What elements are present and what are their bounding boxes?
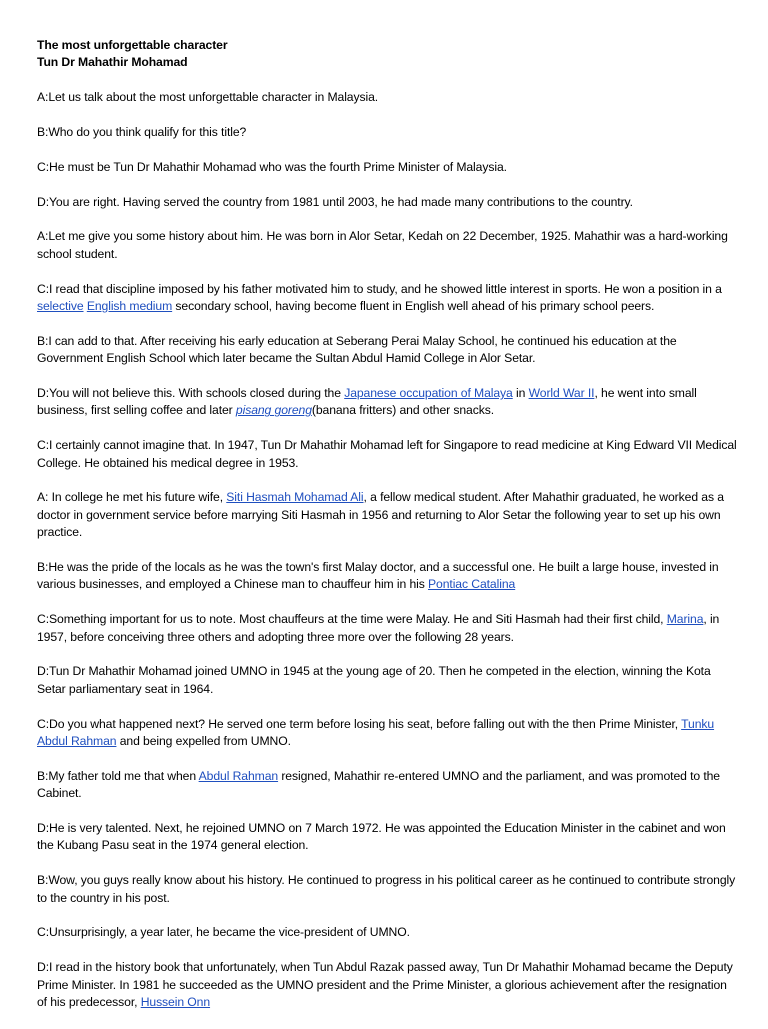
paragraph-text: D:You are right. Having served the country from 1981 until 2003, he had made many contributions to the country. — [37, 194, 633, 209]
paragraph-text: D:You will not believe this. With schools closed during the — [37, 386, 345, 400]
paragraph-text: and being expelled from UMNO. — [116, 734, 291, 749]
dialogue-paragraph — [37, 924, 737, 941]
paragraph-text: in — [512, 386, 529, 400]
document-subtitle: Tun Dr Mahathir Mohamad — [37, 55, 188, 70]
paragraph-text: , a fellow medical student. After Mahathir graduated, he worked as a doctor in government service before marrying Siti Hasmah in 1956 and returning to Alor Setar the following year to set up his own practice. — [37, 490, 724, 540]
dialogue-paragraph — [37, 159, 737, 176]
dialogue-paragraph — [37, 437, 737, 472]
dialogue-paragraph — [37, 559, 737, 594]
paragraph-text: C:He must be Tun Dr Mahathir Mohamad who was the fourth Prime Minister of Malaysia. — [37, 159, 507, 174]
dialogue-paragraph — [37, 124, 737, 141]
hyperlink[interactable]: Tunku Abdul Rahman — [37, 716, 715, 749]
hyperlink[interactable]: Marina — [666, 612, 704, 627]
dialogue-body — [37, 89, 737, 1011]
paragraph-text: B:He was the pride of the locals as he was the town's first Malay doctor, and a successful one. He built a large house, invested in various businesses, and employed a Chinese man to chauffeur him in his — [37, 560, 719, 592]
dialogue-paragraph — [37, 959, 737, 1011]
hyperlink[interactable]: English medium — [86, 299, 173, 313]
paragraph-text: D:He is very talented. Next, he rejoined UMNO on 7 March 1972. He was appointed the Education Minister in the cabinet and won the Kubang Pasu seat in the 1974 general election. — [37, 821, 726, 853]
paragraph-text: A: In college he met his future wife, — [37, 490, 227, 505]
paragraph-text: A:Let me give you some history about him. He was born in Alor Setar, Kedah on 22 December, 1925. Mahathir was a hard-working school student. — [37, 229, 728, 261]
paragraph-text: C:Unsurprisingly, a year later, he became the vice-president of UMNO. — [37, 925, 410, 940]
paragraph-text: C:Do you what happened next? He served one term before losing his seat, before falling out with the then Prime Minister, — [37, 716, 682, 731]
hyperlink[interactable]: Pontiac Catalina — [428, 577, 516, 592]
dialogue-paragraph — [37, 333, 737, 368]
paragraph-text: secondary school, having become fluent in English well ahead of his primary school peers. — [172, 299, 655, 313]
paragraph-text: A:Let us talk about the most unforgettable character in Malaysia. — [37, 90, 379, 105]
dialogue-paragraph — [37, 716, 737, 751]
paragraph-text: C:I read that discipline imposed by his father motivated him to study, and he showed little interest in sports. He won a position in a — [37, 281, 722, 296]
paragraph-text: D:I read in the history book that unfortunately, when Tun Abdul Razak passed away, Tun Dr Mahathir Mohamad became the Deputy Prime Minister. In 1981 he succeeded as the UMNO president and the Prime Minister, a glorious achievement after the resignation of his predecessor, — [37, 960, 733, 1010]
dialogue-paragraph — [37, 820, 737, 855]
dialogue-paragraph — [37, 768, 737, 803]
dialogue-paragraph — [37, 89, 737, 106]
dialogue-paragraph — [37, 489, 737, 541]
document-title: The most unforgettable character — [37, 38, 228, 52]
dialogue-paragraph — [37, 385, 737, 420]
hyperlink[interactable]: selective — [37, 299, 84, 313]
dialogue-paragraph — [37, 611, 737, 646]
paragraph-text: (banana fritters) and other snacks. — [311, 403, 494, 418]
hyperlink[interactable]: pisang goreng — [235, 403, 312, 418]
dialogue-paragraph — [37, 663, 737, 698]
dialogue-paragraph — [37, 872, 737, 907]
hyperlink[interactable]: Siti Hasmah Mohamad Ali — [226, 490, 364, 505]
paragraph-text: B:Wow, you guys really know about his history. He continued to progress in his political career as he continued to contribute strongly to the country in his post. — [37, 873, 736, 905]
paragraph-text: , in 1957, before conceiving three others and adopting three more over the following 28 years. — [37, 612, 720, 644]
paragraph-text: B:Who do you think qualify for this title? — [37, 125, 247, 139]
dialogue-paragraph — [37, 228, 737, 263]
dialogue-paragraph — [37, 281, 737, 316]
dialogue-paragraph — [37, 194, 737, 211]
hyperlink[interactable]: Abdul Rahman — [198, 768, 279, 783]
hyperlink[interactable]: Japanese occupation of Malaya — [344, 386, 513, 400]
paragraph-text: , he went into small business, first selling coffee and later — [37, 386, 697, 418]
paragraph-text: B:I can add to that. After receiving his early education at Seberang Perai Malay School, he continued his education at the Government English School which later became the Sultan Abdul Hamid College in Alor Setar. — [37, 333, 677, 366]
document-page — [37, 37, 737, 1029]
paragraph-text: resigned, Mahathir re-entered UMNO and the parliament, and was promoted to the Cabinet. — [37, 768, 720, 801]
title-block — [37, 37, 737, 72]
paragraph-text: B:My father told me that when — [37, 768, 199, 783]
paragraph-text: D:Tun Dr Mahathir Mohamad joined UMNO in 1945 at the young age of 20. Then he competed in the election, winning the Kota Setar parliamentary seat in 1964. — [37, 664, 711, 696]
paragraph-text: C:Something important for us to note. Most chauffeurs at the time were Malay. He and Siti Hasmah had their first child, — [37, 612, 667, 627]
hyperlink[interactable]: World War II — [528, 386, 595, 400]
hyperlink[interactable]: Hussein Onn — [140, 995, 211, 1010]
paragraph-text: C:I certainly cannot imagine that. In 1947, Tun Dr Mahathir Mohamad left for Singapore to read medicine at King Edward VII Medical College. He obtained his medical degree in 1953. — [37, 438, 737, 470]
